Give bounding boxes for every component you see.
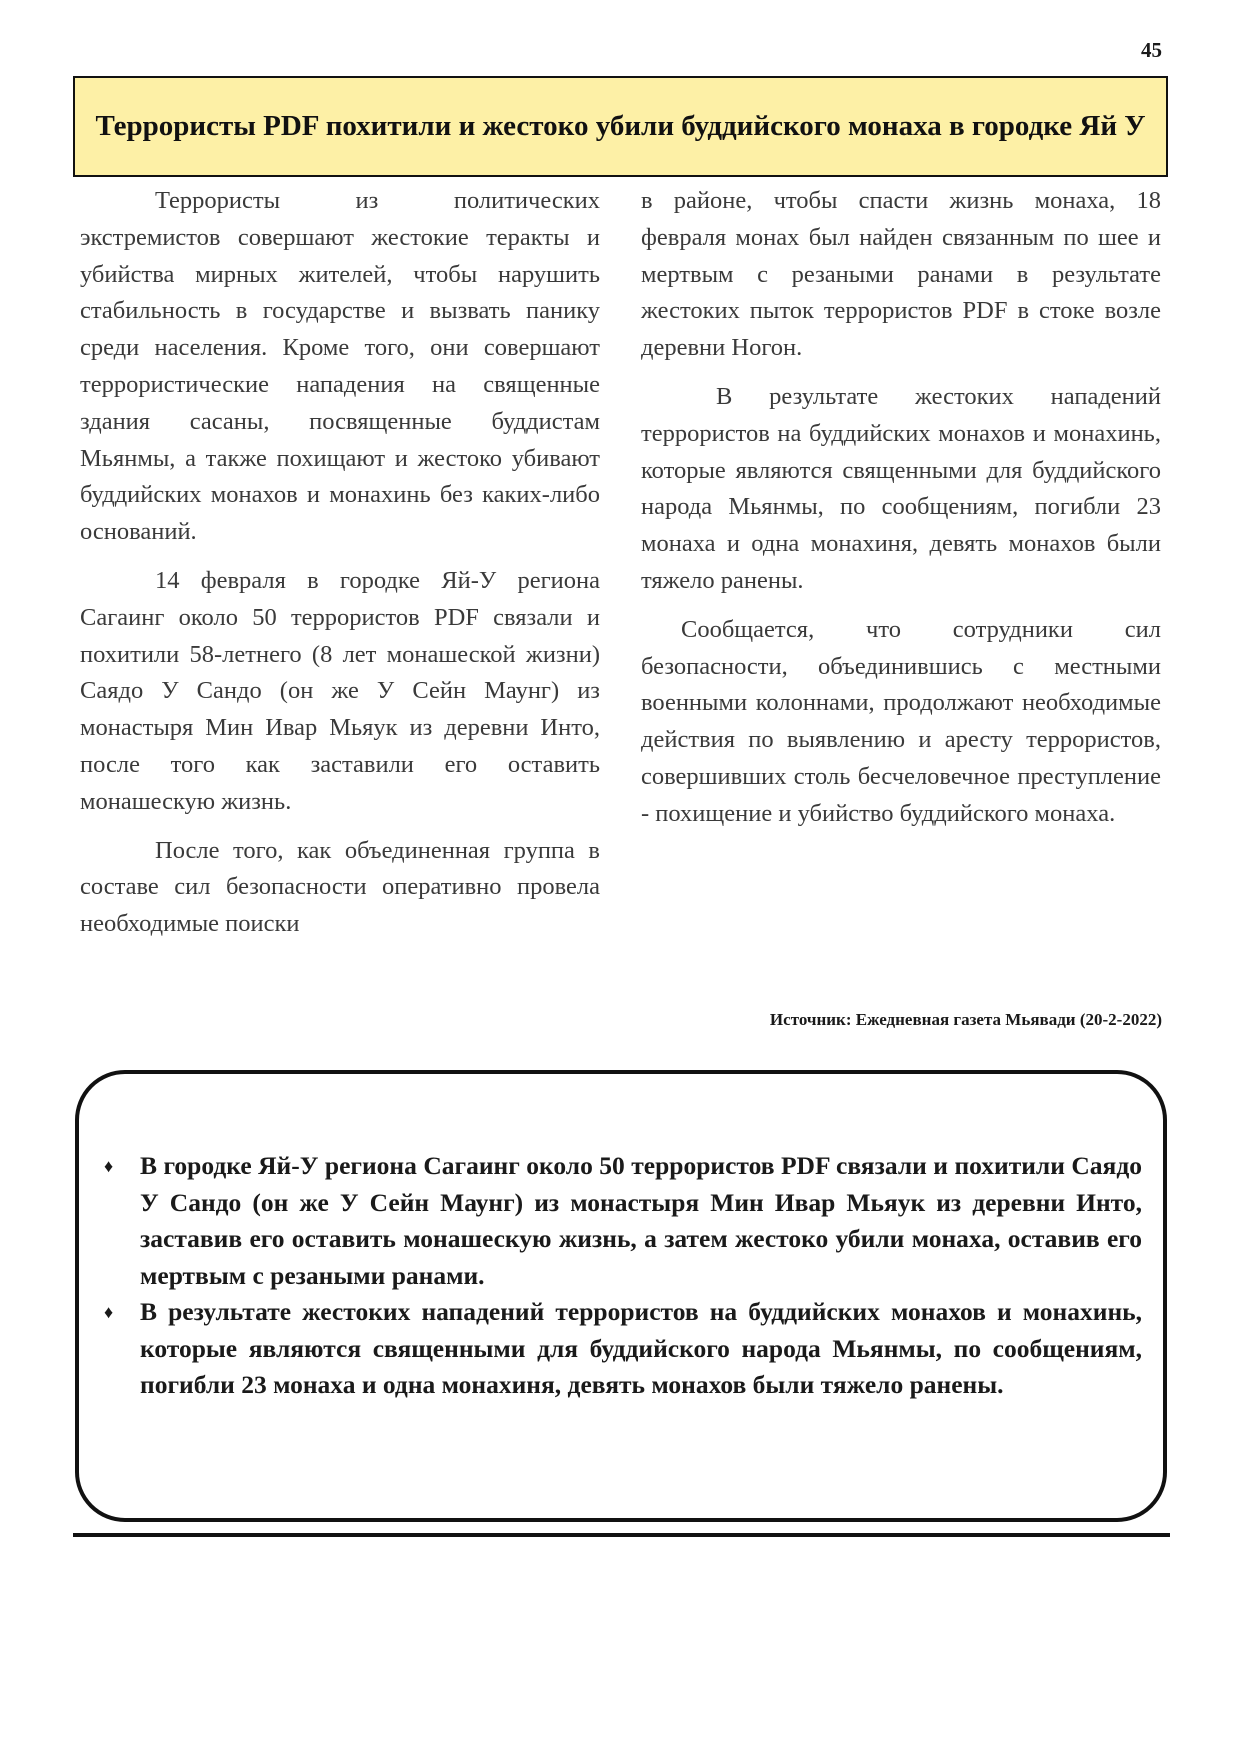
left-column	[80, 183, 600, 955]
summary-list	[104, 1148, 1142, 1404]
paragraph: В результате жестоких нападений террористов на буддийских монахов и монахинь, которые являются священными для буддийского народа Мьянмы, по сообщениям, погибли 23 монаха и одна монахиня, девять монахов были тяжело ранены.	[641, 382, 1161, 594]
paragraph: После того, как объединенная группа в составе сил безопасности оперативно провела необходимые поиски	[80, 836, 600, 938]
paragraph: Террористы из политических экстремистов совершают жестокие теракты и убийства мирных жителей, чтобы нарушить стабильность в государстве и вызвать панику среди населения. Кроме того, они совершают террористические нападения на священные здания сасаны, посвященные буддистам Мьянмы, а также похищают и жестоко убивают буддийских монахов и монахинь без каких-либо оснований.	[80, 187, 600, 546]
right-column	[641, 183, 1161, 845]
paragraph: Сообщается, что сотрудники сил безопасности, объединившись с местными военными колоннами, продолжают необходимые действия по выявлению и аресту террористов, совершивших столь бесчеловечное преступление - похищение и убийство буддийского монаха.	[641, 615, 1161, 827]
summary-item	[104, 1294, 1142, 1404]
summary-item	[104, 1148, 1142, 1294]
bottom-divider	[73, 1533, 1170, 1537]
page-title: Террористы PDF похитили и жестоко убили буддийского монаха в городке Яй У	[95, 110, 1146, 142]
diamond-bullet-icon: ♦	[104, 1156, 114, 1176]
paragraph: 14 февраля в городке Яй-У региона Сагаинг около 50 террористов PDF связали и похитили 58-летнего (8 лет монашеской жизни) Саядо У Сандо (он же У Сейн Маунг) из монастыря Мин Ивар Мьяук из деревни Инто, после того как заставили его оставить монашескую жизнь.	[80, 566, 600, 815]
summary-item-text: В городке Яй-У региона Сагаинг около 50 террористов PDF связали и похитили Саядо У Сандо (он же У Сейн Маунг) из монастыря Мин Ивар Мьяук из деревни Инто, заставив его оставить монашескую жизнь, а затем жестоко убили монаха, оставив его мертвым с резаными ранами.	[140, 1151, 1142, 1290]
paragraph: в районе, чтобы спасти жизнь монаха, 18 февраля монах был найден связанным по шее и мертвым с резаными ранами в результате жестоких пыток террористов PDF в стоке возле деревни Ногон.	[641, 187, 1161, 362]
summary-item-text: В результате жестоких нападений террористов на буддийских монахов и монахинь, которые являются священными для буддийского народа Мьянмы, по сообщениям, погибли 23 монаха и одна монахиня, девять монахов были тяжело ранены.	[140, 1297, 1142, 1399]
source-citation: Источник: Ежедневная газета Мьявади (20-2-2022)	[769, 1010, 1162, 1029]
page-number: 45	[1141, 38, 1162, 62]
diamond-bullet-icon: ♦	[104, 1302, 114, 1322]
title-box	[73, 76, 1168, 177]
